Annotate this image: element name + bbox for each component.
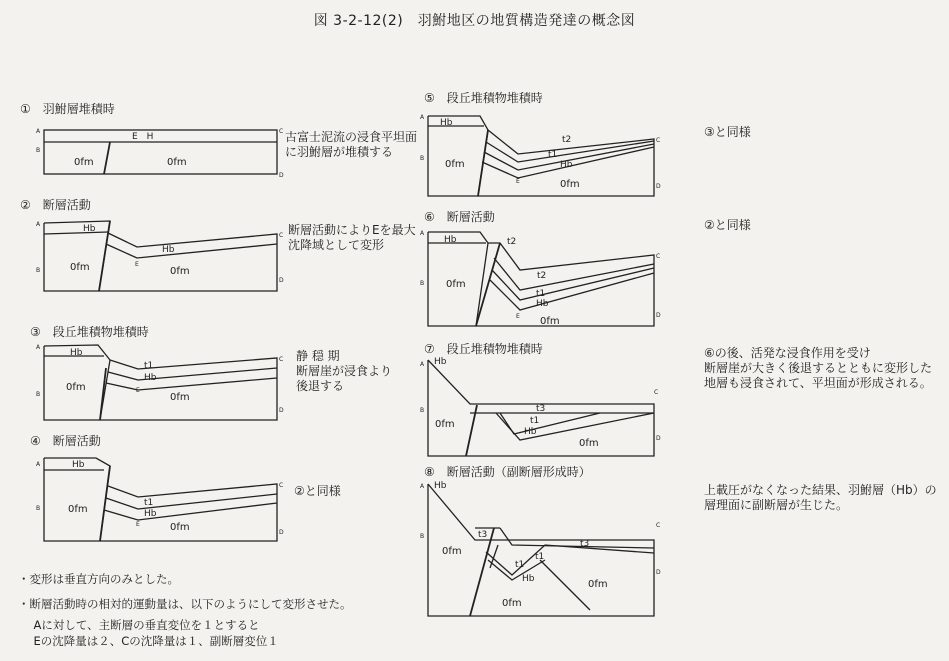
panel-4-label-t1: t1 — [144, 498, 154, 508]
panel-8-label-t1-left: t1 — [515, 560, 525, 570]
panel-5-point-d: D — [656, 183, 661, 190]
panel-8-point-c: C — [656, 522, 661, 529]
panel-4-point-a: A — [36, 461, 41, 468]
panel-8-point-b: B — [420, 533, 425, 540]
panel-3-label-e: E — [136, 387, 140, 394]
panel-7-heading: ⑦ 段丘堆積物堆積時 — [424, 342, 543, 356]
panel-2-point-a: A — [36, 221, 41, 228]
panel-5-label-hb-left: Hb — [440, 118, 453, 128]
panel-7-point-b: B — [420, 407, 425, 414]
panel-8-label-hb: Hb — [434, 481, 447, 491]
panel-4-label-ofm-left: 0fm — [68, 504, 88, 515]
panel-4-label-hb-right: Hb — [144, 509, 157, 519]
panel-8-note: 上載圧がなくなった結果、羽鮒層（Hb）の 層理面に副断層が生じた。 — [704, 483, 937, 512]
panel-6-heading: ⑥ 断層活動 — [424, 210, 495, 224]
panel-1-label-ofm-left: 0fm — [74, 157, 94, 168]
panel-8-label-hb-lower: Hb — [522, 574, 535, 584]
panel-5-point-c: C — [656, 137, 661, 144]
panel-3-note: 静 穏 期 断層崖が浸食より 後退する — [296, 349, 393, 393]
panel-3-point-d: D — [279, 407, 284, 414]
panel-7-point-c: C — [654, 389, 659, 396]
panel-8-label-ofm-right: 0fm — [588, 579, 608, 590]
panel-5-label-e: E — [516, 178, 520, 185]
panel-6-note: ②と同様 — [704, 218, 751, 232]
panel-7-note: ⑥の後、活発な浸食作用を受け 断層崖が大きく後退するとともに変形した 地層も浸食されて、平坦面が形成される。 — [704, 346, 933, 390]
panel-3-label-hb-right: Hb — [144, 373, 157, 383]
footnote-1: ・変形は垂直方向のみとした。 — [18, 572, 179, 586]
panel-8-label-ofm-left: 0fm — [442, 546, 462, 557]
panel-2-label-hb-right: Hb — [162, 245, 175, 255]
panel-1-note: 古富士泥流の浸食平坦面 に羽鮒層が堆積する — [285, 130, 418, 159]
panel-2-note: 断層活動によりEを最大 沈降域として変形 — [288, 223, 416, 252]
panel-4-note: ②と同様 — [294, 484, 341, 498]
panel-6-label-t2-top: t2 — [507, 237, 517, 247]
panel-3-label-ofm-left: 0fm — [66, 382, 86, 393]
panel-5-label-hb-right: Hb — [560, 160, 573, 170]
panel-1-point-d: D — [279, 172, 284, 179]
panel-2-label-e: E — [135, 261, 139, 268]
panel-2-heading: ② 断層活動 — [20, 198, 91, 212]
panel-1-label-ofm-right: 0fm — [167, 157, 187, 168]
panel-7-label-t1: t1 — [530, 416, 540, 426]
panel-6-label-t1: t1 — [536, 289, 546, 299]
panel-5-point-a: A — [420, 114, 425, 121]
panel-2-point-c: C — [279, 232, 284, 239]
panel-2-label-ofm-right: 0fm — [170, 266, 190, 277]
panel-6-label-ofm-left: 0fm — [446, 279, 466, 290]
panel-6-label-hb-right: Hb — [536, 299, 549, 309]
panel-5-heading: ⑤ 段丘堆積物堆積時 — [424, 91, 543, 105]
panel-4-point-c: C — [279, 482, 284, 489]
panel-5-point-b: B — [420, 155, 425, 162]
panel-7-label-ofm-right: 0fm — [579, 438, 599, 449]
panel-6-label-hb-left: Hb — [444, 235, 457, 245]
panel-3-label-hb-left: Hb — [70, 348, 83, 358]
panel-6-label-t2: t2 — [537, 271, 547, 281]
panel-2-label-ofm-left: 0fm — [70, 262, 90, 273]
panel-7-label-ofm-left: 0fm — [435, 419, 455, 430]
panel-4-point-b: B — [36, 505, 41, 512]
panel-5-label-ofm-right: 0fm — [560, 179, 580, 190]
panel-4-heading: ④ 断層活動 — [30, 434, 101, 448]
panel-2-label-hb-left: Hb — [83, 224, 96, 234]
panel-4-point-d: D — [279, 529, 284, 536]
panel-3-label-t1: t1 — [144, 361, 154, 371]
panel-7-label-hb: Hb — [434, 357, 447, 367]
panel-8-label-t1-right: t1 — [535, 552, 545, 562]
panel-4-label-ofm-right: 0fm — [170, 522, 190, 533]
panel-6-label-e: E — [516, 313, 520, 320]
panel-8-heading: ⑧ 断層活動（副断層形成時） — [424, 465, 591, 479]
panel-4-label-e: E — [136, 521, 140, 528]
panel-7-point-a: A — [420, 361, 425, 368]
footnote-4: Eの沈降量は２、Cの沈降量は１、副断層変位１ — [22, 634, 279, 648]
panel-2-point-b: B — [36, 267, 41, 274]
panel-3-label-ofm-right: 0fm — [170, 392, 190, 403]
panel-6-point-b: B — [420, 280, 425, 287]
panel-6-point-d: D — [656, 312, 661, 319]
panel-8-label-t3-left: t3 — [478, 530, 488, 540]
panel-6-point-c: C — [656, 253, 661, 260]
panel-5-label-t1: t1 — [548, 150, 558, 160]
panel-8-point-d: D — [656, 569, 661, 576]
panel-6-point-a: A — [420, 230, 425, 237]
panel-1-label-eh: E H — [132, 132, 154, 142]
panel-6-label-ofm-right: 0fm — [540, 316, 560, 327]
panel-3-point-a: A — [36, 344, 41, 351]
panel-7-label-hb-lower: Hb — [524, 427, 537, 437]
footnote-2: ・断層活動時の相対的運動量は、以下のようにして変形させた。 — [18, 597, 352, 611]
footnote-3: Aに対して、主断層の垂直変位を１とすると — [22, 618, 260, 632]
panel-3-point-b: B — [36, 391, 41, 398]
panel-1-point-c: C — [279, 128, 284, 135]
panel-7-label-t3: t3 — [536, 404, 546, 414]
panel-7-point-d: D — [656, 435, 661, 442]
panel-5-label-t2: t2 — [562, 135, 572, 145]
panel-3-heading: ③ 段丘堆積物堆積時 — [30, 325, 149, 339]
panel-8-point-a: A — [420, 483, 425, 490]
panel-5-note: ③と同様 — [704, 125, 751, 139]
panel-4-label-hb-left: Hb — [72, 460, 85, 470]
panel-2-point-d: D — [279, 277, 284, 284]
panel-8-label-ofm-bottom: 0fm — [502, 598, 522, 609]
panel-1-point-a: A — [36, 128, 41, 135]
panel-1-point-b: B — [36, 147, 41, 154]
panel-3-point-c: C — [279, 356, 284, 363]
panel-5-label-ofm-left: 0fm — [445, 159, 465, 170]
figure-title: 図 3-2-12(2) 羽鮒地区の地質構造発達の概念図 — [313, 13, 636, 29]
panel-8-label-t3-right: t3 — [580, 539, 590, 549]
panel-1-heading: ① 羽鮒層堆積時 — [20, 102, 115, 116]
